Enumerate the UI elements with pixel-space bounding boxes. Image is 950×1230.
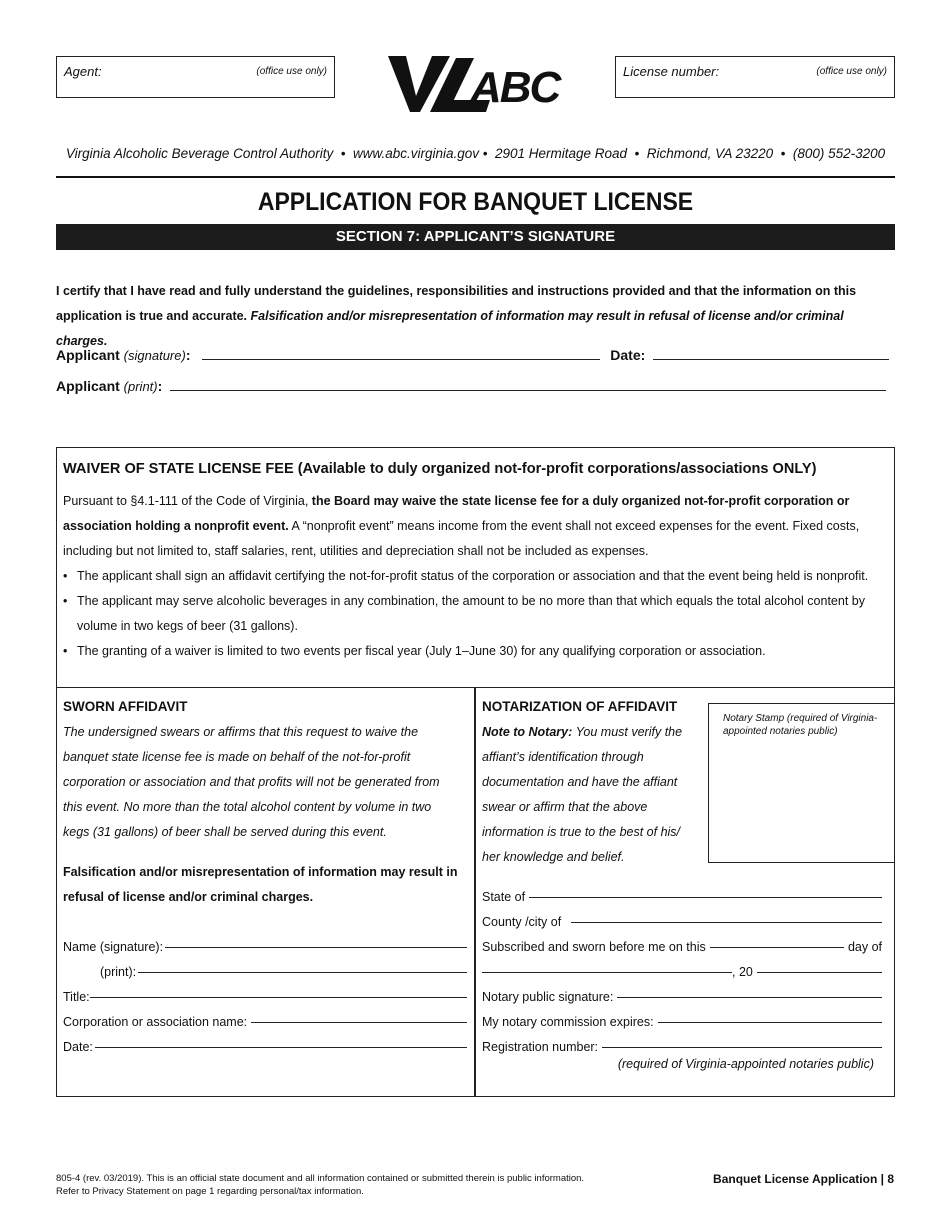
corp-field[interactable] <box>251 1010 467 1023</box>
svg-text:ABC: ABC <box>470 63 560 112</box>
title-field[interactable] <box>90 985 467 998</box>
header-divider <box>56 176 895 178</box>
affidavit-fields <box>63 935 467 1060</box>
agency-address: Virginia Alcoholic Beverage Control Authority • www.abc.virginia.gov • 2901 Hermitage Road • Richmond, VA 23220 • (800) 552-3200 <box>65 146 886 161</box>
va-abc-logo-icon <box>386 54 570 116</box>
registration-label: Registration number: <box>482 1040 599 1054</box>
commission-field[interactable] <box>658 1010 882 1023</box>
name-signature-field[interactable] <box>165 935 467 948</box>
year-field[interactable] <box>757 960 882 973</box>
waiver-intro-rest: A “nonprofit event” means income from the event shall not exceed expenses for the event. Fixed costs, including but not limited to, staff salaries, rent, utilities and depreciation shall not be included as expenses. <box>63 519 860 558</box>
affidavit-date-label: Date: <box>63 1040 93 1054</box>
waiver-intro-plain: Pursuant to §4.1-111 of the Code of Virginia, <box>63 494 309 508</box>
affidavit-date-field[interactable] <box>95 1035 467 1048</box>
notary-stamp-box <box>708 703 895 863</box>
commission-label: My notary commission expires: <box>482 1015 654 1029</box>
license-number-label: License number: <box>623 64 720 79</box>
notary-county-row <box>482 910 882 935</box>
certify-warning: Falsification and/or misrepresentation of information may result in refusal of license and/or criminal charges. <box>56 309 844 348</box>
agent-box[interactable] <box>56 56 335 98</box>
footer-line-2: Refer to Privacy Statement on page 1 regarding personal/tax information. <box>56 1186 364 1197</box>
license-number-box[interactable] <box>615 56 895 98</box>
affidavit-title-row <box>63 985 467 1010</box>
section-bar-label: SECTION 7: APPLICANT’S SIGNATURE <box>335 228 616 245</box>
affidavit-warning: Falsification and/or misrepresentation of information may result in refusal of license and/or criminal charges. <box>63 865 458 904</box>
logo-text <box>386 54 389 55</box>
applicant-print-paren: (print) <box>123 379 158 394</box>
notary-commission-row <box>482 1010 882 1035</box>
corp-label: Corporation or association name: <box>63 1015 248 1029</box>
applicant-sig-label: Applicant <box>56 347 120 363</box>
county-label: County /city of <box>482 915 562 929</box>
waiver-bullets <box>63 564 903 664</box>
applicant-signature-row: Applicant (signature): Date: <box>56 347 895 363</box>
notary-signature-row <box>482 985 882 1010</box>
name-signature-label: Name (signature): <box>63 940 164 954</box>
section-bar <box>56 224 895 250</box>
registration-field[interactable] <box>602 1035 882 1048</box>
notary-state-row <box>482 885 882 910</box>
name-print-field[interactable] <box>138 960 467 973</box>
waiver-heading: WAIVER OF STATE LICENSE FEE (Available to duly organized not-for-profit corporations/associations ONLY) <box>63 460 817 477</box>
name-print-label: (print): <box>100 965 137 979</box>
notary-stamp-label: Notary Stamp (required of Virginia-appointed notaries public) <box>723 713 878 737</box>
notary-signature-field[interactable] <box>617 985 882 998</box>
agent-label: Agent: <box>64 64 102 79</box>
footer-legal <box>56 1172 584 1198</box>
applicant-print-field[interactable] <box>170 378 886 391</box>
waiver-intro <box>63 489 889 564</box>
year-prefix: , 20 <box>732 965 753 979</box>
waiver-box <box>56 447 895 1097</box>
applicant-print-row: Applicant (print): <box>56 378 895 394</box>
applicant-date-field[interactable] <box>653 347 889 360</box>
certify-statement <box>56 279 895 354</box>
abc-logo <box>386 54 570 116</box>
notary-heading: NOTARIZATION OF AFFIDAVIT <box>482 699 678 714</box>
notary-note-text: You must verify the affiant’s identification through documentation and have the affiant swear or affirm that the above information is true to the best of his/ her knowledge and belief. <box>482 725 683 864</box>
waiver-intro-bold: the Board may waive the state license fee for a duly organized not-for-profit corporation or association holding a nonprofit event. <box>63 494 850 533</box>
affidavit-body: The undersigned swears or affirms that this request to waive the banquet state license fee is made on behalf of the not-for-profit corporation or association and that profits will not be generated from this event. No more than the total alcohol content by volume in two kegs (31 gallons) of beer shall be served during this event. <box>63 725 440 839</box>
applicant-print-label: Applicant <box>56 378 120 394</box>
waiver-bullet: • The granting of a waiver is limited to two events per fiscal year (July 1–June 30) for any qualifying corporation or association. <box>63 644 766 658</box>
notary-signature-label: Notary public signature: <box>482 990 614 1004</box>
notary-month-year-row <box>482 960 882 985</box>
applicant-sig-paren: (signature) <box>123 348 186 363</box>
notary-subscribed-row <box>482 935 882 960</box>
month-field[interactable] <box>482 960 732 973</box>
applicant-signature-field[interactable] <box>202 347 600 360</box>
county-field[interactable] <box>571 910 882 923</box>
column-divider <box>474 687 476 1097</box>
page-title: APPLICATION FOR BANQUET LICENSE <box>257 188 694 216</box>
footer-page-label: Banquet License Application | 8 <box>713 1172 894 1186</box>
affidavit-heading: SWORN AFFIDAVIT <box>63 699 188 714</box>
title-label: Title: <box>63 990 90 1004</box>
affidavit-corp-row <box>63 1010 467 1035</box>
date-label: Date: <box>610 347 646 363</box>
day-field[interactable] <box>710 935 844 948</box>
state-field[interactable] <box>529 885 882 898</box>
notary-note-label: Note to Notary: <box>482 725 573 739</box>
footer-line-1: 805-4 (rev. 03/2019). This is an official state document and all information contained or submitted therein is public information. <box>56 1173 585 1184</box>
notary-note <box>482 720 690 870</box>
affidavit-name-signature-row <box>63 935 467 960</box>
waiver-bullet: • The applicant may serve alcoholic beverages in any combination, the amount to be no more than that which equals the total alcohol content by volume in two kegs of beer (31 gallons). <box>63 594 865 633</box>
state-label: State of <box>482 890 526 904</box>
certify-text: I certify that I have read and fully understand the guidelines, responsibilities and instructions provided and that the information on this application is true and accurate. <box>56 284 857 323</box>
registration-note: (required of Virginia-appointed notaries public) <box>617 1057 874 1071</box>
subscribed-label: Subscribed and sworn before me on this <box>482 940 706 954</box>
notary-fields <box>482 885 882 1060</box>
waiver-bullet: • The applicant shall sign an affidavit certifying the not-for-profit status of the corporation or association and that the event being held is nonprofit. <box>63 569 869 583</box>
agent-office-note: (office use only) <box>256 66 327 77</box>
affidavit-date-row <box>63 1035 467 1060</box>
day-of-label: day of <box>847 940 882 954</box>
license-office-note: (office use only) <box>816 66 887 77</box>
affidavit-name-print-row <box>63 960 467 985</box>
